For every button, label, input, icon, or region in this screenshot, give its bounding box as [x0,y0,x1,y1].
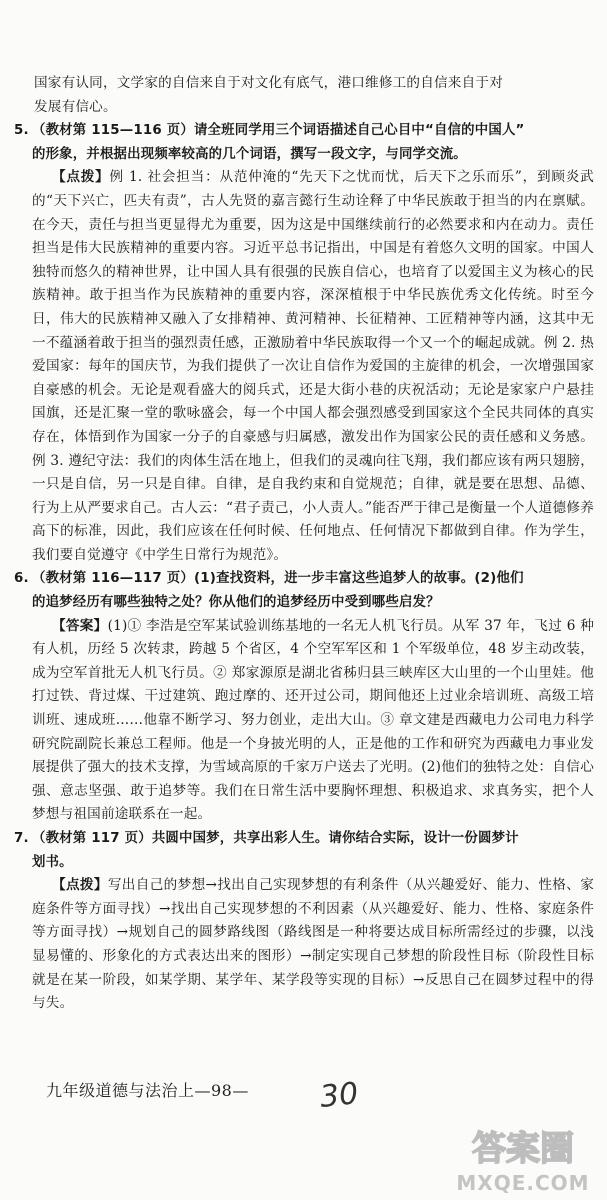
question-6-line-1: （教材第 116—117 页）(1)查找资料，进一步丰富这些追梦人的故事。(2)他们 [32,571,524,587]
intro-text-line-1: 国家有认同，文学家的自信来自于对文化有底气，港口维修工的自信来自于对 [34,75,503,91]
hint-tag: 【点拨】 [52,877,108,894]
question-5-prompt [14,119,594,166]
question-5-line-1: （教材第 115—116 页）请全班同学用三个词语描述自己心目中“自信的中国人” [32,123,525,139]
question-6-number: 6. [14,571,29,587]
hint-tag: 【点拨】 [52,169,110,186]
question-5 [14,119,594,567]
question-6-prompt [14,567,594,614]
page-footer: 九年级道德与法治上—98— [46,1081,249,1100]
question-7-number: 7. [14,831,29,846]
question-7-prompt [14,827,594,874]
question-6-line-2: 的追梦经历有哪些独特之处？你从他们的追梦经历中受到哪些启发？ [32,595,440,611]
watermark-logo-text: 答案圈 [472,1129,574,1169]
question-7 [14,827,594,1016]
question-6-answer-body: (1)① 李浩是空军某试验训练基地的一名无人机飞行员。从军 37 年，飞过 6 种有人机，历经 5 次转隶，跨越 5 个省区，4 个空军军区和 1 个军级单位，48 岁主动改装，成为空军首批无人机飞行员。② 郑家源原是湖北省秭归县三峡库区大山里的一个山里娃。他打过铁、背过煤、干过建筑、跑过摩的、还开过公司，期间他还上过业余培训班、高级工培训班、速成班……他靠不断学习、努力创业，走出大山。③ 章文建是西藏电力公司电力科学研究院副院长兼总工程师。他是一个身披光明的人，正是他的工作和研究为西藏电力事业发展提供了强大的技术支撑，为雪域高原的千家万户送去了光明。(2)他们的独特之处：自信心强、意志坚强、敢于追梦等。我们在日常生活中要胸怀理想、积极追求、求真务实，把个人梦想与祖国前途联系在一起。 [32,617,594,823]
question-6 [14,567,594,827]
intro-text-line-2: 发展有信心。 [34,98,117,115]
question-5-line-2: 的形象，并根据出现频率较高的几个词语，撰写一段文字，与同学交流。 [32,146,467,162]
question-5-number: 5. [14,123,29,139]
question-5-hint [14,166,594,567]
watermark-logo [448,1118,598,1198]
question-6-answer [14,615,594,827]
answer-tag: 【答案】 [52,617,108,634]
handwritten-page-mark: 30 [318,1076,360,1115]
watermark-logo-url: MXQE.COM [456,1171,590,1195]
question-5-hint-body: 例 1. 社会担当：从范仲淹的“先天下之忧而忧，后天下之乐而乐”，到顾炎武的“天下兴亡，匹夫有责”，古人先贤的嘉言懿行生动诠释了中华民族敢于担当的内在禀赋。在今天，责任与担当更显得尤为重要，因为这是中国继续前行的必然要求和内在动力。责任担当是伟大民族精神的重要内容。习近平总书记指出，中国是有着悠久文明的国家。中国人独特而悠久的精神世界，让中国人具有很强的民族自信心，也培育了以爱国主义为核心的民族精神。敢于担当作为民族精神的重要内容，深深植根于中华民族优秀文化传统。时至今日，伟大的民族精神又融入了女排精神、黄河精神、长征精神、工匠精神等内涵，这其中无一不蕴涵着敢于担当的强烈责任感，正激励着中华民族取得一个又一个的崛起成就。例 2. 热爱国家：每年的国庆节，为我们提供了一次让自信作为爱国的主旋律的机会，一次增强国家自豪感的机会。无论是观看盛大的阅兵式，还是大街小巷的庆祝活动；无论是家家户户悬挂国旗，还是汇聚一堂的歌咏盛会，每一个中国人都会强烈感受到国家这个全民共同体的真实存在，体悟到作为国家一分子的自豪感与归属感，激发出作为国家公民的责任感和义务感。例 3. 遵纪守法：我们的肉体生活在地上，但我们的灵魂向往飞翔，我们都应该有两只翅膀，一只是自信，另一只是自律。自律，是自我约束和自觉规范；自律，就是要在思想、品德、行为上从严要求自己。古人云：“君子责己，小人责人。”能否严于律己是衡量一个人道德修养高下的标准，因此，我们应该在任何时候、任何地点、任何情况下都做到自律。作为学生，我们要自觉遵守《中学生日常行为规范》。 [32,169,594,563]
document-body [14,72,594,1016]
question-7-line-2: 划书。 [32,854,73,870]
question-7-hint-body: 写出自己的梦想→找出自己实现梦想的有利条件（从兴趣爱好、能力、性格、家庭条件等方面寻找）→找出自己实现梦想的不利因素（从兴趣爱好、能力、性格、家庭条件等方面寻找）→规划自己的圆梦路线图（路线图是一种将要达成目标所需经过的步骤，以浅显易懂的、形象化的方式表达出来的图形）→制定实现自己梦想的阶段性目标（阶段性目标就是在某一阶段，如某学期、某学年、某学段等实现的目标）→反思自己在圆梦过程中的得与失。 [32,877,594,1012]
question-7-hint [14,874,594,1016]
question-7-line-1: （教材第 117 页）共圆中国梦，共享出彩人生。请你结合实际，设计一份圆梦计 [32,831,519,846]
